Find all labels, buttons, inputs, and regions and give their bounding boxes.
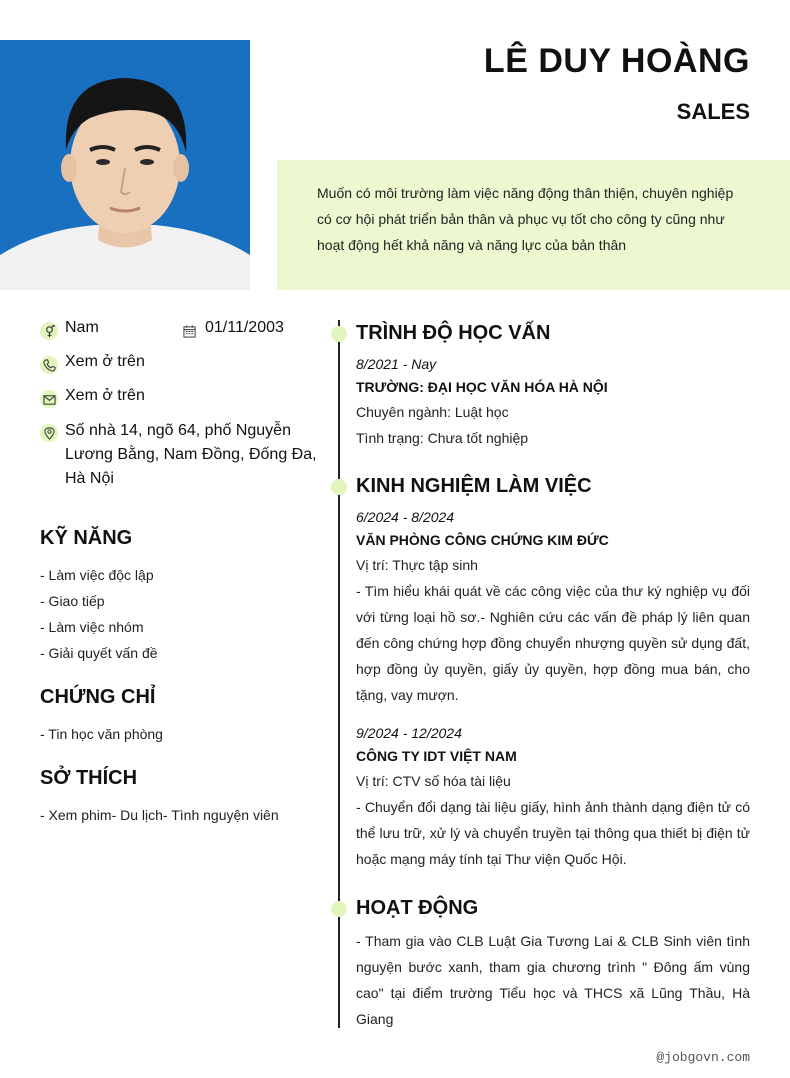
dob-field — [180, 319, 284, 340]
skill-item: - Giải quyết vấn đề — [40, 645, 158, 661]
phone-icon — [40, 356, 58, 374]
skill-item: - Làm việc nhóm — [40, 619, 144, 635]
hobbies-heading: SỞ THÍCH — [40, 767, 138, 789]
school-name: TRƯỜNG: ĐẠI HỌC VĂN HÓA HÀ NỘI — [356, 379, 608, 395]
job-title: SALES — [676, 99, 750, 124]
experience-section — [356, 475, 750, 872]
job-description: - Chuyển đổi dạng tài liệu giấy, hình ảnh thành dạng điện tử có thể lưu trữ, xử lý và chuyển truyền tại thông qua thiết bị điện tử hoặc mạng máy tính tại Thư viện Quốc Hội. — [356, 799, 750, 867]
mail-icon — [40, 390, 58, 408]
phone-value: Xem ở trên — [65, 353, 145, 370]
timeline-dot — [331, 901, 347, 917]
timeline-dot — [331, 326, 347, 342]
gender-icon — [40, 322, 58, 340]
certificates-section — [40, 686, 320, 747]
gender-value: Nam — [65, 319, 99, 336]
company-name: VĂN PHÒNG CÔNG CHỨNG KIM ĐỨC — [356, 532, 609, 548]
phone-row — [40, 353, 320, 387]
calendar-icon — [180, 322, 198, 340]
activities-heading: HOẠT ĐỘNG — [356, 897, 479, 919]
job-entry — [356, 722, 750, 872]
portrait-image — [0, 40, 250, 290]
address-value: Số nhà 14, ngõ 64, phố Nguyễn Lương Bằng, Nam Đồng, Đống Đa, Hà Nội — [65, 422, 317, 487]
email-row — [40, 387, 320, 421]
education-section — [356, 322, 750, 451]
email-value: Xem ở trên — [65, 387, 145, 404]
certificates-heading: CHỨNG CHỈ — [40, 686, 156, 708]
address-row — [40, 421, 320, 491]
job-description: - Tìm hiểu khái quát về các công việc của thư ký nghiệp vụ đối với từng loại hồ sơ.- Nghiên cứu các vấn đề pháp lý liên quan đến công chứng hợp đồng chuyển nhượng quyền sử dụng đất, hợp đồng ủy quyền, giấy ủy quyền, hợp đồng mua bán, cho tặng, vay mượn. — [356, 583, 750, 703]
activities-description: - Tham gia vào CLB Luật Gia Tương Lai & CLB Sinh viên tình nguyện bước xanh, tham gia chương trình " Đông ấm vùng cao" tại điểm trường Tiểu học và THCS xã Lũng Thầu, Hà Giang — [356, 933, 750, 1027]
timeline-line — [338, 320, 340, 1028]
personal-info — [40, 319, 320, 491]
education-heading: TRÌNH ĐỘ HỌC VẤN — [356, 322, 551, 344]
dob-value: 01/11/2003 — [205, 319, 284, 336]
certificate-item: - Tin học văn phòng — [40, 726, 163, 742]
job-date: 9/2024 - 12/2024 — [356, 725, 462, 741]
career-objective: Muốn có môi trường làm việc năng động thân thiện, chuyên nghiệp có cơ hội phát triển bản thân và phục vụ tốt cho công ty cũng như hoạt động hết khả năng và năng lực của bản thân — [277, 160, 790, 290]
education-status: Tình trạng: Chưa tốt nghiệp — [356, 430, 529, 446]
hobby-item: - Xem phim- Du lịch- Tình nguyện viên — [40, 807, 279, 823]
hobbies-section — [40, 767, 320, 828]
gender-row — [40, 319, 320, 353]
education-major: Chuyên ngành: Luật học — [356, 404, 509, 420]
skill-item: - Giao tiếp — [40, 593, 105, 609]
job-position: Vị trí: Thực tập sinh — [356, 557, 478, 573]
job-entry — [356, 506, 750, 708]
footer-watermark: @jobgovn.com — [656, 1050, 750, 1065]
candidate-name: LÊ DUY HOÀNG — [483, 42, 750, 80]
location-pin-icon — [40, 424, 58, 442]
profile-photo — [0, 40, 250, 290]
skills-heading: KỸ NĂNG — [40, 527, 133, 549]
activities-section — [356, 897, 750, 1032]
company-name: CÔNG TY IDT VIỆT NAM — [356, 748, 517, 764]
skill-item: - Làm việc độc lập — [40, 567, 154, 583]
education-date: 8/2021 - Nay — [356, 356, 437, 372]
skills-section — [40, 527, 320, 666]
timeline-dot — [331, 479, 347, 495]
experience-heading: KINH NGHIỆM LÀM VIỆC — [356, 475, 592, 497]
job-date: 6/2024 - 8/2024 — [356, 509, 455, 525]
job-position: Vị trí: CTV số hóa tài liệu — [356, 773, 511, 789]
